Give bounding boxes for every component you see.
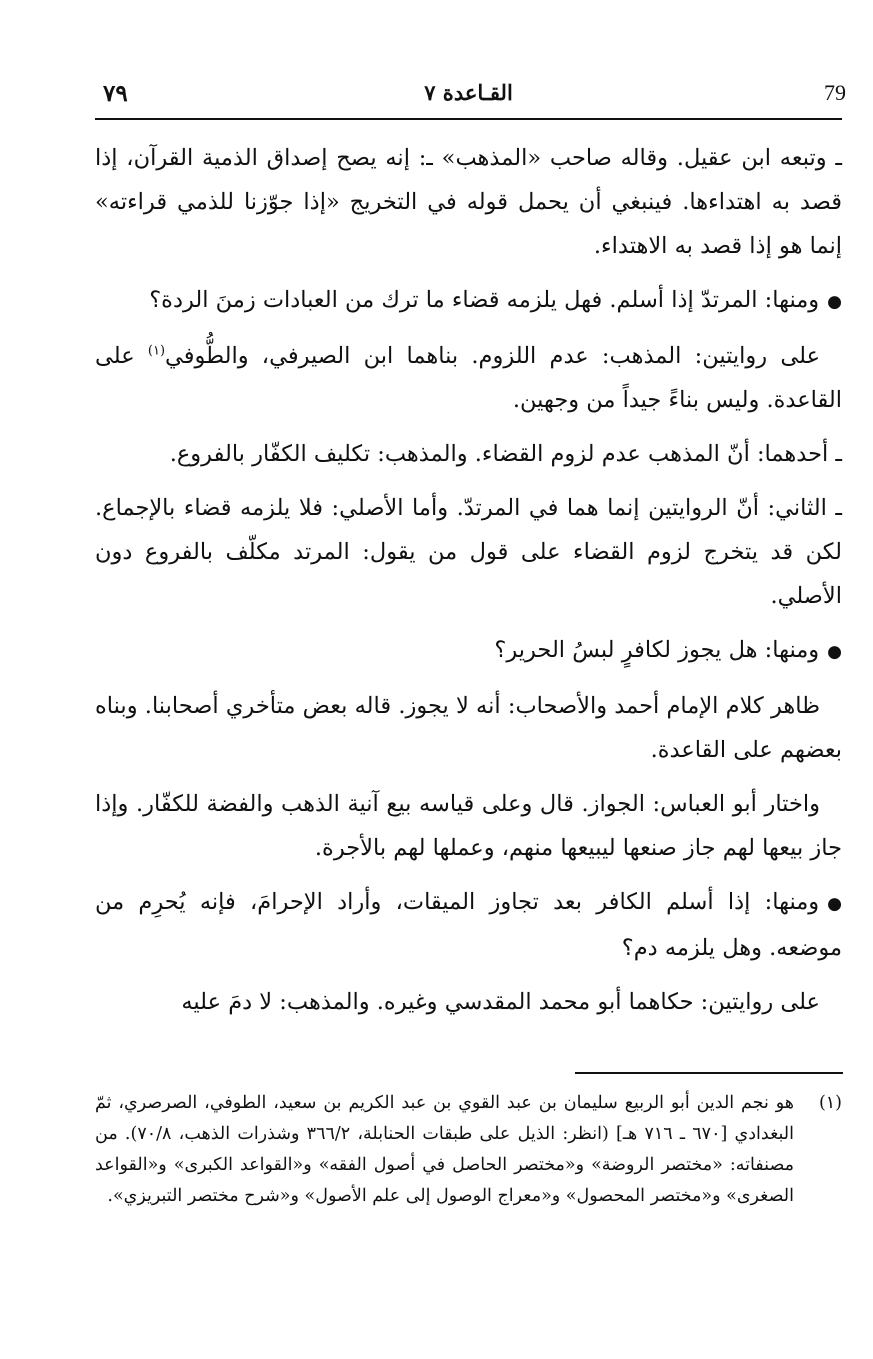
- footnote-number: (١): [818, 1093, 842, 1113]
- paragraph-text: ومنها: إذا أسلم الكافر بعد تجاوز الميقات، وأراد الإحرامَ، فإنه يُحرِم من موضعه. وهل يلزمه دم؟: [95, 889, 842, 961]
- header-rule: [95, 118, 842, 120]
- paragraph: [95, 334, 842, 422]
- bullet-icon: ●: [827, 292, 842, 312]
- paragraph: [95, 782, 842, 870]
- paragraph-text: ـ وتبعه ابن عقيل. وقاله صاحب «المذهب» ـ: إنه يصح إصداق الذمية القرآن، إذا قصد به اهتداءها. فينبغي أن يحمل قوله في التخريج «إذا جوّزنا للذمي قراءته» إنما هو إذا قصد به الاهتداء.: [95, 145, 842, 259]
- paragraph: [95, 486, 842, 618]
- running-title: القـاعدة ٧: [424, 80, 513, 105]
- paragraph: [95, 432, 842, 476]
- paragraph-text: ظاهر كلام الإمام أحمد والأصحاب: أنه لا يجوز. قاله بعض متأخري أصحابنا. وبناه بعضهم على القاعدة.: [95, 693, 842, 763]
- paragraph-text: ومنها: هل يجوز لكافرٍ لبسُ الحرير؟: [494, 637, 820, 663]
- bullet-icon: ●: [827, 894, 842, 914]
- paragraph-text: على القاعدة. وليس بناءً جيداً من وجهين.: [95, 343, 842, 413]
- footnote: [95, 1088, 842, 1212]
- paragraph: [95, 684, 842, 772]
- page-number-arabic: ٧٩: [103, 80, 128, 107]
- paragraph-text: واختار أبو العباس: الجواز. قال وعلى قياسه بيع آنية الذهب والفضة للكفّار. وإذا جاز بيعها لهم جاز صنعها ليبيعها منهم، وعملها لهم بالأجرة.: [95, 791, 842, 861]
- paragraph: [95, 278, 842, 324]
- paragraph: [95, 136, 842, 268]
- paragraph: [95, 980, 842, 1024]
- main-text: [95, 136, 842, 1034]
- paragraph-text: ـ أحدهما: أنّ المذهب عدم لزوم القضاء. والمذهب: تكليف الكفّار بالفروع.: [169, 441, 842, 467]
- paragraph-text: على روايتين: حكاهما أبو محمد المقدسي وغيره. والمذهب: لا دمَ عليه: [181, 989, 820, 1015]
- page-header: [95, 80, 846, 116]
- paragraph-text: ـ الثاني: أنّ الروايتين إنما هما في المرتدّ. وأما الأصلي: فلا يلزمه قضاء بالإجماع. لكن قد يتخرج لزوم القضاء على قول من يقول: المرتد مكلّف بالفروع دون الأصلي.: [95, 495, 842, 609]
- paragraph: [95, 880, 842, 970]
- page-number-latin: 79: [824, 80, 846, 105]
- footnote-text: هو نجم الدين أبو الربيع سليمان بن عبد القوي بن عبد الكريم بن سعيد، الطوفي، الصرصري، ثمّ البغدادي [٦٧٠ ـ ٧١٦ هـ] (انظر: الذيل على طبقات الحنابلة، ٣٦٦/٢ وشذرات الذهب، ٧٠/٨). من مصنفاته: «مختصر الروضة» و«مختصر الحاصل في أصول الفقه» و«القواعد الكبرى» و«القواعد الصغرى» و«مختصر المحصول» و«معراج الوصول إلى علم الأصول» و«شرح مختصر التبريزي».: [95, 1093, 794, 1206]
- paragraph-text: على روايتين: المذهب: عدم اللزوم. بناهما ابن الصيرفي، والطُّوفي: [165, 343, 821, 369]
- bullet-icon: ●: [827, 642, 842, 662]
- footnote-reference[interactable]: (١): [147, 343, 166, 359]
- footnote-separator: [575, 1072, 843, 1074]
- paragraph: [95, 628, 842, 674]
- paragraph-text: ومنها: المرتدّ إذا أسلم. فهل يلزمه قضاء ما ترك من العبادات زمنَ الردة؟: [149, 287, 820, 313]
